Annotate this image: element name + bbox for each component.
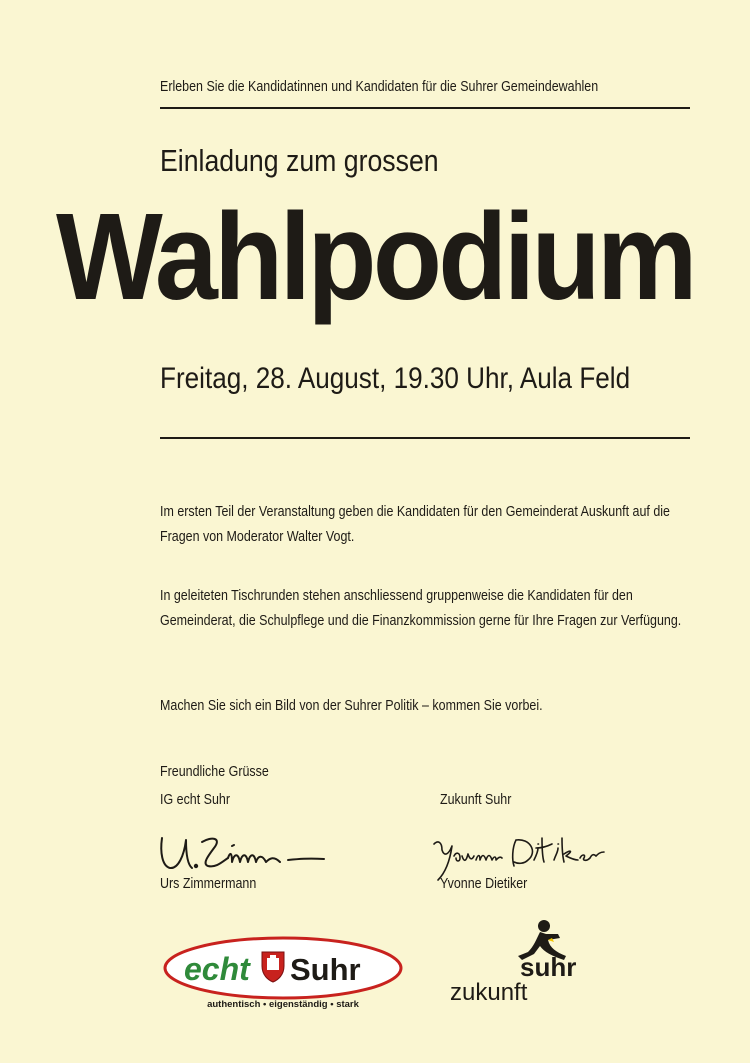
paragraph-closing: Machen Sie sich ein Bild von der Suhrer Politik – kommen Sie vorbei.	[160, 698, 543, 714]
signatory-org-zukunft-suhr: Zukunft Suhr	[440, 792, 512, 808]
middle-divider	[160, 437, 690, 439]
zukunft-suhr-logo	[448, 918, 638, 1008]
svg-text:Suhr: Suhr	[290, 952, 361, 987]
event-details: Freitag, 28. August, 19.30 Uhr, Aula Feld	[160, 362, 631, 395]
tagline: Erleben Sie die Kandidatinnen und Kandidaten für die Suhrer Gemeindewahlen	[160, 79, 599, 95]
svg-text:zukunft: zukunft	[450, 979, 528, 1006]
svg-text:authentisch • eigenständig • s: authentisch • eigenständig • stark	[207, 999, 359, 1010]
svg-text:echt: echt	[184, 951, 250, 987]
top-divider	[160, 107, 690, 109]
signature-urs-zimmermann	[156, 822, 331, 880]
headline: Wahlpodium	[56, 189, 694, 326]
paragraph-tables: In geleiteten Tischrunden stehen anschliessend gruppenweise die Kandidaten für den Gemeinderat, die Schulpflege und die Finanzkommission gerne für Ihre Fragen zur Verfügung.	[160, 588, 682, 629]
intro-line: Einladung zum grossen	[160, 143, 439, 178]
signatory-org-ig-echt-suhr: IG echt Suhr	[160, 792, 231, 808]
signatory-name-yvonne-dietiker: Yvonne Dietiker	[440, 876, 528, 892]
paragraph-intro: Im ersten Teil der Veranstaltung geben die Kandidaten für den Gemeinderat Auskunft auf die Fragen von Moderator Walter Vogt.	[160, 504, 670, 545]
signatory-name-urs-zimmermann: Urs Zimmermann	[160, 876, 257, 892]
svg-text:suhr: suhr	[520, 952, 577, 982]
echt-suhr-logo	[162, 934, 404, 1010]
greeting: Freundliche Grüsse	[160, 764, 269, 780]
